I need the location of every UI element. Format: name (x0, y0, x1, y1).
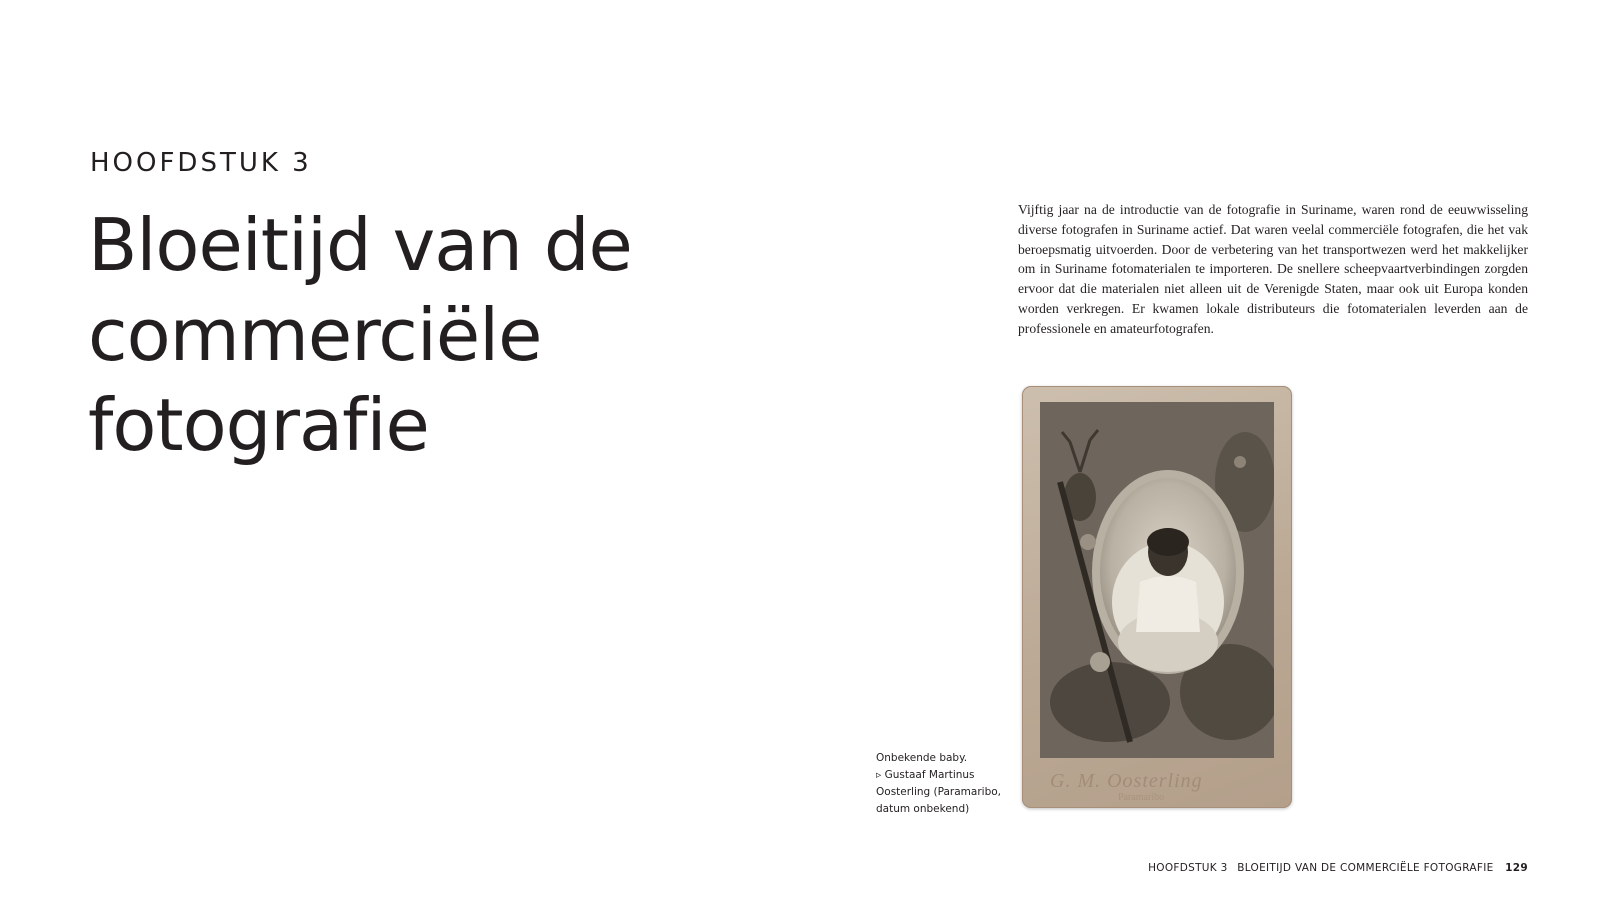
running-footer (1148, 862, 1528, 874)
cabinet-card-photo (1022, 386, 1292, 808)
chapter-title-line: commerciële (88, 293, 542, 377)
caption-line: datum onbekend) (876, 803, 970, 815)
footer-title: BLOEITIJD VAN DE COMMERCIËLE FOTOGRAFIE (1237, 862, 1494, 874)
chapter-title-line: fotografie (88, 383, 429, 467)
chapter-title (88, 200, 728, 470)
caption-line: ▹ Gustaaf Martinus (876, 769, 975, 781)
studio-signature: G. M. Oosterling (1050, 770, 1203, 792)
page-number: 129 (1505, 862, 1528, 874)
caption-line: Oosterling (Paramaribo, (876, 786, 1002, 798)
baby-portrait-illustration (1040, 402, 1274, 758)
chapter-label: HOOFDSTUK 3 (90, 148, 312, 178)
footer-chapter: HOOFDSTUK 3 (1148, 862, 1228, 874)
intro-paragraph: Vijftig jaar na de introductie van de fotografie in Suriname, waren rond de eeuwwisseling diverse fotografen in Suriname actief. Dat waren veelal commerciële fotografen, die het vak beroepsmatig uitvoerden. Door de verbetering van het transportwezen werd het makkelijker om in Suriname fotomaterialen te importeren. De snellere scheepvaartverbindingen zorgden ervoor dat die materialen niet alleen uit de Verenigde Staten, maar ook uit Europa konden worden verkregen. Er kwamen lokale distributeurs die fotomaterialen leverden aan de professionele en amateurfotografen. (1018, 202, 1528, 336)
caption-line: Onbekende baby. (876, 752, 968, 764)
chapter-title-line: Bloeitijd van de (88, 203, 632, 287)
photo-image-area (1040, 402, 1274, 758)
studio-city: Paramaribo (1118, 792, 1165, 803)
photo-caption (876, 750, 1006, 818)
